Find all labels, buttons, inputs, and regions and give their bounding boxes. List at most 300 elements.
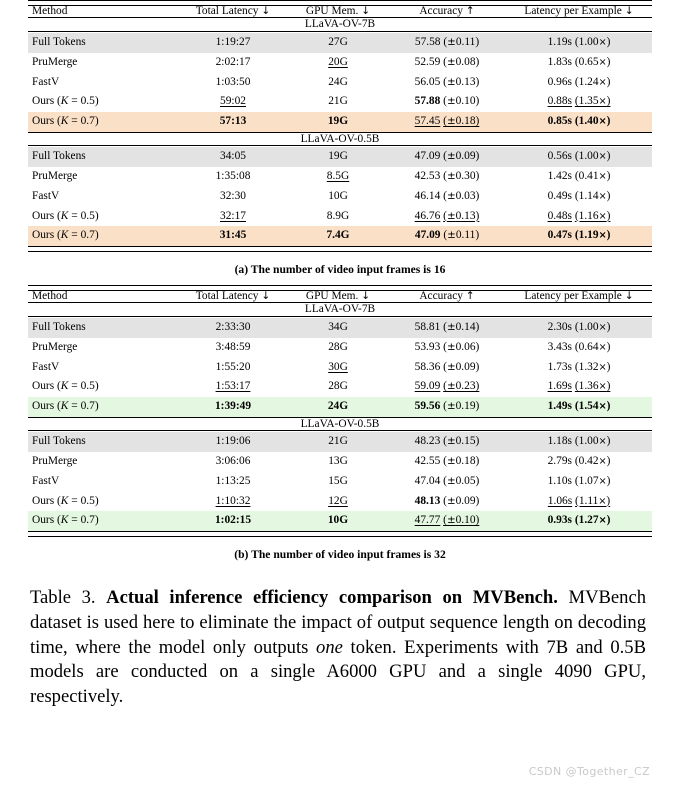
cell-method <box>28 377 178 397</box>
table-row[interactable] <box>28 432 652 452</box>
total-latency-value: 2:02:17 <box>215 55 251 68</box>
cell-accuracy <box>388 72 506 92</box>
latency-speedup: (1.40×) <box>574 115 611 128</box>
caption-title: Actual inference efficiency comparison on MVBench. <box>106 587 558 609</box>
accuracy-std: (±0.09) <box>443 494 480 507</box>
cell-accuracy <box>388 338 506 358</box>
cell-total-latency <box>178 112 288 132</box>
plus-minus-symbol: ± <box>446 360 456 373</box>
cell-latency-per-example <box>506 206 652 226</box>
equals-symbol: = <box>71 229 78 242</box>
total-latency-value: 32:30 <box>220 189 246 202</box>
caption-label: Table 3. <box>30 587 96 609</box>
gpu-mem-value: 34G <box>328 321 348 334</box>
cell-accuracy <box>388 397 506 417</box>
cell-method <box>28 53 178 73</box>
table-a <box>28 0 652 252</box>
total-latency-value: 59:02 <box>220 95 246 108</box>
cell-gpu-mem <box>288 167 388 187</box>
plus-minus-symbol: ± <box>447 229 456 242</box>
cell-latency-per-example <box>506 33 652 53</box>
cell-total-latency <box>178 432 288 452</box>
cell-total-latency <box>178 318 288 338</box>
k-symbol: K <box>60 380 69 393</box>
latency-per-example-value: 0.49s <box>547 189 572 202</box>
cell-gpu-mem <box>288 472 388 492</box>
latency-per-example-value: 1.10s <box>547 474 572 487</box>
table-row[interactable] <box>28 452 652 472</box>
table-row[interactable] <box>28 472 652 492</box>
cell-latency-per-example <box>506 338 652 358</box>
cell-accuracy <box>388 432 506 452</box>
latency-speedup: (0.42×) <box>574 455 611 468</box>
method-label: Ours (K = 0.7) <box>32 514 99 527</box>
latency-per-example-value: 0.96s <box>547 75 572 88</box>
plus-minus-symbol: ± <box>446 400 456 413</box>
table-row[interactable] <box>28 53 652 73</box>
method-label: PruMerge <box>32 170 78 183</box>
cell-latency-per-example <box>506 167 652 187</box>
latency-per-example-value: 1.19s <box>547 36 572 48</box>
times-symbol: × <box>598 96 607 108</box>
cell-gpu-mem <box>288 53 388 73</box>
cell-gpu-mem <box>288 187 388 207</box>
cell-gpu-mem <box>288 226 388 246</box>
accuracy-value: 46.14 <box>414 189 441 202</box>
times-symbol: × <box>598 515 607 527</box>
times-symbol: × <box>598 76 607 88</box>
accuracy-std: (±0.19) <box>443 400 480 413</box>
rule-bottom <box>28 247 652 252</box>
accuracy-value: 58.81 <box>414 321 441 334</box>
latency-per-example-value: 1.42s <box>547 170 572 183</box>
group-header-row <box>28 419 652 431</box>
latency-per-example-value: 1.83s <box>547 55 572 68</box>
latency-per-example-value: 1.06s <box>547 494 573 507</box>
latency-speedup: (1.00×) <box>574 321 611 334</box>
cell-latency-per-example <box>506 318 652 338</box>
cell-latency-per-example <box>506 92 652 112</box>
latency-per-example-value: 3.43s <box>547 340 572 353</box>
accuracy-std: (±0.03) <box>443 189 480 202</box>
cell-method <box>28 397 178 417</box>
latency-per-example-value: 0.93s <box>547 514 572 527</box>
cell-gpu-mem <box>288 511 388 531</box>
cell-accuracy <box>388 492 506 512</box>
cell-accuracy <box>388 226 506 246</box>
method-label: Ours (K = 0.7) <box>32 229 99 242</box>
group-header-row <box>28 19 652 31</box>
total-latency-value: 1:35:08 <box>215 170 251 183</box>
k-value: 0.7 <box>80 400 95 413</box>
cell-gpu-mem <box>288 206 388 226</box>
cell-method <box>28 72 178 92</box>
k-value: 0.5 <box>80 209 95 222</box>
latency-speedup: (1.54×) <box>574 400 611 413</box>
arrow-down-icon: ↓ <box>261 5 271 17</box>
cell-total-latency <box>178 511 288 531</box>
latency-per-example-value: 1.18s <box>547 435 572 448</box>
col-header-gpu-mem: GPU Mem. ↓ <box>305 5 371 17</box>
table-row[interactable] <box>28 92 652 112</box>
cell-latency-per-example <box>506 226 652 246</box>
equals-symbol: = <box>71 95 78 108</box>
latency-speedup: (1.00×) <box>574 36 611 48</box>
cell-total-latency <box>178 226 288 246</box>
accuracy-std: (±0.13) <box>443 75 480 88</box>
cell-accuracy <box>388 357 506 377</box>
gpu-mem-value: 8.5G <box>326 170 350 183</box>
cell-gpu-mem <box>288 318 388 338</box>
equals-symbol: = <box>71 494 78 507</box>
latency-per-example-value: 0.85s <box>547 115 572 128</box>
accuracy-value: 57.45 <box>414 115 441 128</box>
cell-accuracy <box>388 511 506 531</box>
cell-total-latency <box>178 72 288 92</box>
total-latency-value: 57:13 <box>219 115 247 128</box>
latency-per-example-value: 0.56s <box>547 150 572 163</box>
table-row[interactable] <box>28 397 652 417</box>
table-row[interactable] <box>28 33 652 53</box>
method-label: PruMerge <box>32 340 78 353</box>
accuracy-value: 46.76 <box>414 209 441 222</box>
times-symbol: × <box>598 190 607 202</box>
k-value: 0.7 <box>80 514 95 527</box>
cell-accuracy <box>388 147 506 167</box>
total-latency-value: 1:03:50 <box>215 75 251 88</box>
latency-speedup: (1.07×) <box>574 474 611 487</box>
method-label: Ours (K = 0.5) <box>32 380 99 393</box>
method-label: Full Tokens <box>32 36 86 48</box>
times-symbol: × <box>598 475 607 487</box>
cell-latency-per-example <box>506 147 652 167</box>
latency-speedup: (1.27×) <box>574 514 611 527</box>
col-header-total-latency: Total Latency ↓ <box>195 5 271 17</box>
cell-total-latency <box>178 377 288 397</box>
cell-latency-per-example <box>506 187 652 207</box>
group-name: LLaVA-OV-7B <box>304 18 376 31</box>
accuracy-value: 59.56 <box>414 400 441 413</box>
times-symbol: × <box>598 116 607 128</box>
plus-minus-symbol: ± <box>446 494 456 507</box>
accuracy-value: 47.09 <box>414 150 441 163</box>
col-header-latency-per-example: Latency per Example ↓ <box>524 5 634 17</box>
plus-minus-symbol: ± <box>446 514 456 527</box>
caption-body-italic: one <box>316 636 343 658</box>
total-latency-value: 1:53:17 <box>215 380 251 393</box>
accuracy-std: (±0.30) <box>443 170 480 183</box>
gpu-mem-value: 28G <box>328 380 348 393</box>
cell-latency-per-example <box>506 357 652 377</box>
accuracy-value: 48.23 <box>414 435 441 448</box>
table-row[interactable] <box>28 147 652 167</box>
caption-body-part2: token. Experiments with 7B and 0.5B models are conducted on a single A6000 GPU and a single 4090 GPU, respectively. <box>30 636 646 707</box>
k-value: 0.7 <box>80 115 95 128</box>
equals-symbol: = <box>71 209 78 222</box>
cell-gpu-mem <box>288 72 388 92</box>
accuracy-std: (±0.10) <box>443 95 480 108</box>
cell-method <box>28 167 178 187</box>
gpu-mem-value: 7.4G <box>326 229 350 242</box>
arrow-down-icon: ↓ <box>624 5 634 17</box>
sub-caption: (a) The number of video input frames is 16 <box>234 263 446 277</box>
latency-per-example-value: 1.69s <box>547 380 572 393</box>
plus-minus-symbol: ± <box>446 75 456 88</box>
times-symbol: × <box>598 210 607 222</box>
tables-container <box>28 0 652 570</box>
cell-latency-per-example <box>506 397 652 417</box>
watermark: CSDN @Together_CZ <box>528 765 650 778</box>
accuracy-std: (±0.15) <box>443 435 480 448</box>
cell-gpu-mem <box>288 397 388 417</box>
accuracy-std: (±0.10) <box>443 514 480 527</box>
cell-method <box>28 492 178 512</box>
latency-per-example-value: 0.48s <box>547 209 572 222</box>
table-header-row <box>28 6 652 18</box>
k-symbol: K <box>60 115 69 128</box>
plus-minus-symbol: ± <box>446 95 456 108</box>
cell-accuracy <box>388 167 506 187</box>
cell-total-latency <box>178 472 288 492</box>
col-header-latency-per-example: Latency per Example ↓ <box>524 290 634 303</box>
group-name: LLaVA-OV-0.5B <box>300 132 380 145</box>
table-row[interactable] <box>28 318 652 338</box>
cell-accuracy <box>388 452 506 472</box>
latency-speedup: (0.64×) <box>574 340 611 353</box>
sub-caption: (b) The number of video input frames is 32 <box>234 548 446 562</box>
gpu-mem-value: 30G <box>328 360 348 373</box>
cell-gpu-mem <box>288 33 388 53</box>
cell-total-latency <box>178 357 288 377</box>
cell-latency-per-example <box>506 377 652 397</box>
cell-method <box>28 226 178 246</box>
table-row[interactable] <box>28 338 652 358</box>
total-latency-value: 3:06:06 <box>215 455 251 468</box>
times-symbol: × <box>598 37 607 48</box>
table-header-row <box>28 291 652 303</box>
plus-minus-symbol: ± <box>446 209 456 222</box>
plus-minus-symbol: ± <box>447 36 456 48</box>
cell-accuracy <box>388 472 506 492</box>
k-symbol: K <box>60 494 69 507</box>
accuracy-std: (±0.23) <box>443 380 480 393</box>
method-label: FastV <box>32 75 60 88</box>
table-caption <box>28 586 652 710</box>
equals-symbol: = <box>71 400 78 413</box>
gpu-mem-value: 13G <box>328 455 348 468</box>
method-label: Ours (K = 0.5) <box>32 209 99 222</box>
accuracy-std: (±0.11) <box>443 229 480 242</box>
gpu-mem-value: 20G <box>328 55 348 68</box>
col-header-gpu-mem: GPU Mem. ↓ <box>305 290 371 303</box>
times-symbol: × <box>598 436 607 448</box>
col-header-accuracy: Accuracy ↑ <box>419 290 475 303</box>
latency-speedup: (1.16×) <box>574 209 611 222</box>
table-row[interactable] <box>28 511 652 531</box>
times-symbol: × <box>598 495 607 507</box>
latency-speedup: (1.19×) <box>574 229 611 242</box>
k-value: 0.5 <box>80 95 95 108</box>
cell-method <box>28 432 178 452</box>
cell-gpu-mem <box>288 112 388 132</box>
times-symbol: × <box>598 456 607 468</box>
total-latency-value: 2:33:30 <box>215 321 251 334</box>
k-symbol: K <box>60 400 69 413</box>
table-row[interactable] <box>28 167 652 187</box>
accuracy-value: 42.53 <box>414 170 441 183</box>
latency-per-example-value: 1.49s <box>547 400 572 413</box>
accuracy-value: 59.09 <box>414 380 441 393</box>
accuracy-std: (±0.09) <box>443 360 480 373</box>
arrow-down-icon: ↓ <box>624 290 634 303</box>
plus-minus-symbol: ± <box>446 340 456 353</box>
cell-accuracy <box>388 318 506 338</box>
plus-minus-symbol: ± <box>446 150 456 163</box>
gpu-mem-value: 21G <box>328 435 348 448</box>
cell-gpu-mem <box>288 377 388 397</box>
latency-speedup: (1.24×) <box>574 75 611 88</box>
latency-per-example-value: 2.30s <box>547 321 572 334</box>
cell-total-latency <box>178 167 288 187</box>
cell-total-latency <box>178 452 288 472</box>
accuracy-value: 52.59 <box>414 55 441 68</box>
k-symbol: K <box>60 209 69 222</box>
method-label: FastV <box>32 474 60 487</box>
accuracy-value: 56.05 <box>414 75 441 88</box>
equals-symbol: = <box>71 380 78 393</box>
plus-minus-symbol: ± <box>446 380 456 393</box>
cell-method <box>28 33 178 53</box>
accuracy-value: 47.09 <box>414 229 441 242</box>
total-latency-value: 1:13:25 <box>215 474 251 487</box>
cell-total-latency <box>178 397 288 417</box>
equals-symbol: = <box>71 115 78 128</box>
k-symbol: K <box>60 229 69 242</box>
gpu-mem-value: 28G <box>328 340 348 353</box>
cell-gpu-mem <box>288 492 388 512</box>
gpu-mem-value: 19G <box>328 150 348 163</box>
cell-latency-per-example <box>506 432 652 452</box>
method-label: Ours (K = 0.5) <box>32 494 99 507</box>
cell-method <box>28 511 178 531</box>
gpu-mem-value: 10G <box>327 514 349 527</box>
total-latency-value: 1:39:49 <box>214 400 252 413</box>
k-value: 0.7 <box>80 229 95 242</box>
rule-bottom <box>28 532 652 537</box>
method-label: Ours (K = 0.7) <box>32 400 99 413</box>
times-symbol: × <box>598 381 607 393</box>
cell-latency-per-example <box>506 72 652 92</box>
arrow-down-icon: ↓ <box>361 290 371 303</box>
table-row[interactable] <box>28 377 652 397</box>
cell-method <box>28 472 178 492</box>
cell-accuracy <box>388 187 506 207</box>
accuracy-value: 47.77 <box>414 514 441 527</box>
plus-minus-symbol: ± <box>446 455 456 468</box>
cell-gpu-mem <box>288 432 388 452</box>
cell-latency-per-example <box>506 112 652 132</box>
gpu-mem-value: 8.9G <box>326 209 350 222</box>
accuracy-value: 48.13 <box>414 494 441 507</box>
cell-accuracy <box>388 112 506 132</box>
plus-minus-symbol: ± <box>446 115 456 128</box>
cell-total-latency <box>178 206 288 226</box>
latency-speedup: (1.32×) <box>574 360 611 373</box>
total-latency-value: 1:19:27 <box>215 36 251 48</box>
gpu-mem-value: 12G <box>328 494 348 507</box>
cell-latency-per-example <box>506 452 652 472</box>
accuracy-std: (±0.08) <box>443 55 480 68</box>
table-row[interactable] <box>28 187 652 207</box>
col-header-accuracy: Accuracy ↑ <box>419 5 475 17</box>
table-row[interactable] <box>28 206 652 226</box>
cell-latency-per-example <box>506 472 652 492</box>
cell-total-latency <box>178 147 288 167</box>
arrow-up-icon: ↑ <box>465 5 475 17</box>
gpu-mem-value: 15G <box>328 474 348 487</box>
times-symbol: × <box>598 230 607 242</box>
accuracy-std: (±0.18) <box>443 455 480 468</box>
table-row[interactable] <box>28 112 652 132</box>
cell-total-latency <box>178 338 288 358</box>
latency-speedup: (1.11×) <box>575 494 611 507</box>
cell-total-latency <box>178 92 288 112</box>
cell-method <box>28 318 178 338</box>
cell-accuracy <box>388 53 506 73</box>
cell-method <box>28 112 178 132</box>
total-latency-value: 3:48:59 <box>215 340 251 353</box>
accuracy-std: (±0.13) <box>443 209 480 222</box>
group-name: LLaVA-OV-0.5B <box>300 417 380 430</box>
gpu-mem-value: 19G <box>327 115 349 128</box>
cell-gpu-mem <box>288 147 388 167</box>
method-label: PruMerge <box>32 455 78 468</box>
accuracy-std: (±0.18) <box>443 115 480 128</box>
times-symbol: × <box>598 151 607 163</box>
table-row[interactable] <box>28 72 652 92</box>
cell-latency-per-example <box>506 511 652 531</box>
table-row[interactable] <box>28 492 652 512</box>
k-value: 0.5 <box>80 494 95 507</box>
method-label: Ours (K = 0.7) <box>32 115 99 128</box>
table-row[interactable] <box>28 226 652 246</box>
table-row[interactable] <box>28 357 652 377</box>
arrow-down-icon: ↓ <box>361 5 371 17</box>
cell-method <box>28 338 178 358</box>
cell-latency-per-example <box>506 53 652 73</box>
times-symbol: × <box>598 56 607 68</box>
times-symbol: × <box>598 401 607 413</box>
group-header-row <box>28 304 652 316</box>
method-label: FastV <box>32 360 60 373</box>
plus-minus-symbol: ± <box>446 55 456 68</box>
cell-gpu-mem <box>288 92 388 112</box>
accuracy-std: (±0.14) <box>443 321 480 334</box>
plus-minus-symbol: ± <box>446 435 456 448</box>
table-b <box>28 285 652 537</box>
latency-speedup: (1.14×) <box>574 189 611 202</box>
cell-accuracy <box>388 92 506 112</box>
equals-symbol: = <box>71 514 78 527</box>
total-latency-value: 32:17 <box>220 209 246 222</box>
accuracy-value: 53.93 <box>414 340 441 353</box>
cell-total-latency <box>178 492 288 512</box>
latency-speedup: (1.00×) <box>574 150 611 163</box>
total-latency-value: 1:02:15 <box>214 514 252 527</box>
accuracy-std: (±0.11) <box>443 36 480 48</box>
accuracy-value: 47.04 <box>414 474 441 487</box>
k-value: 0.5 <box>80 380 95 393</box>
